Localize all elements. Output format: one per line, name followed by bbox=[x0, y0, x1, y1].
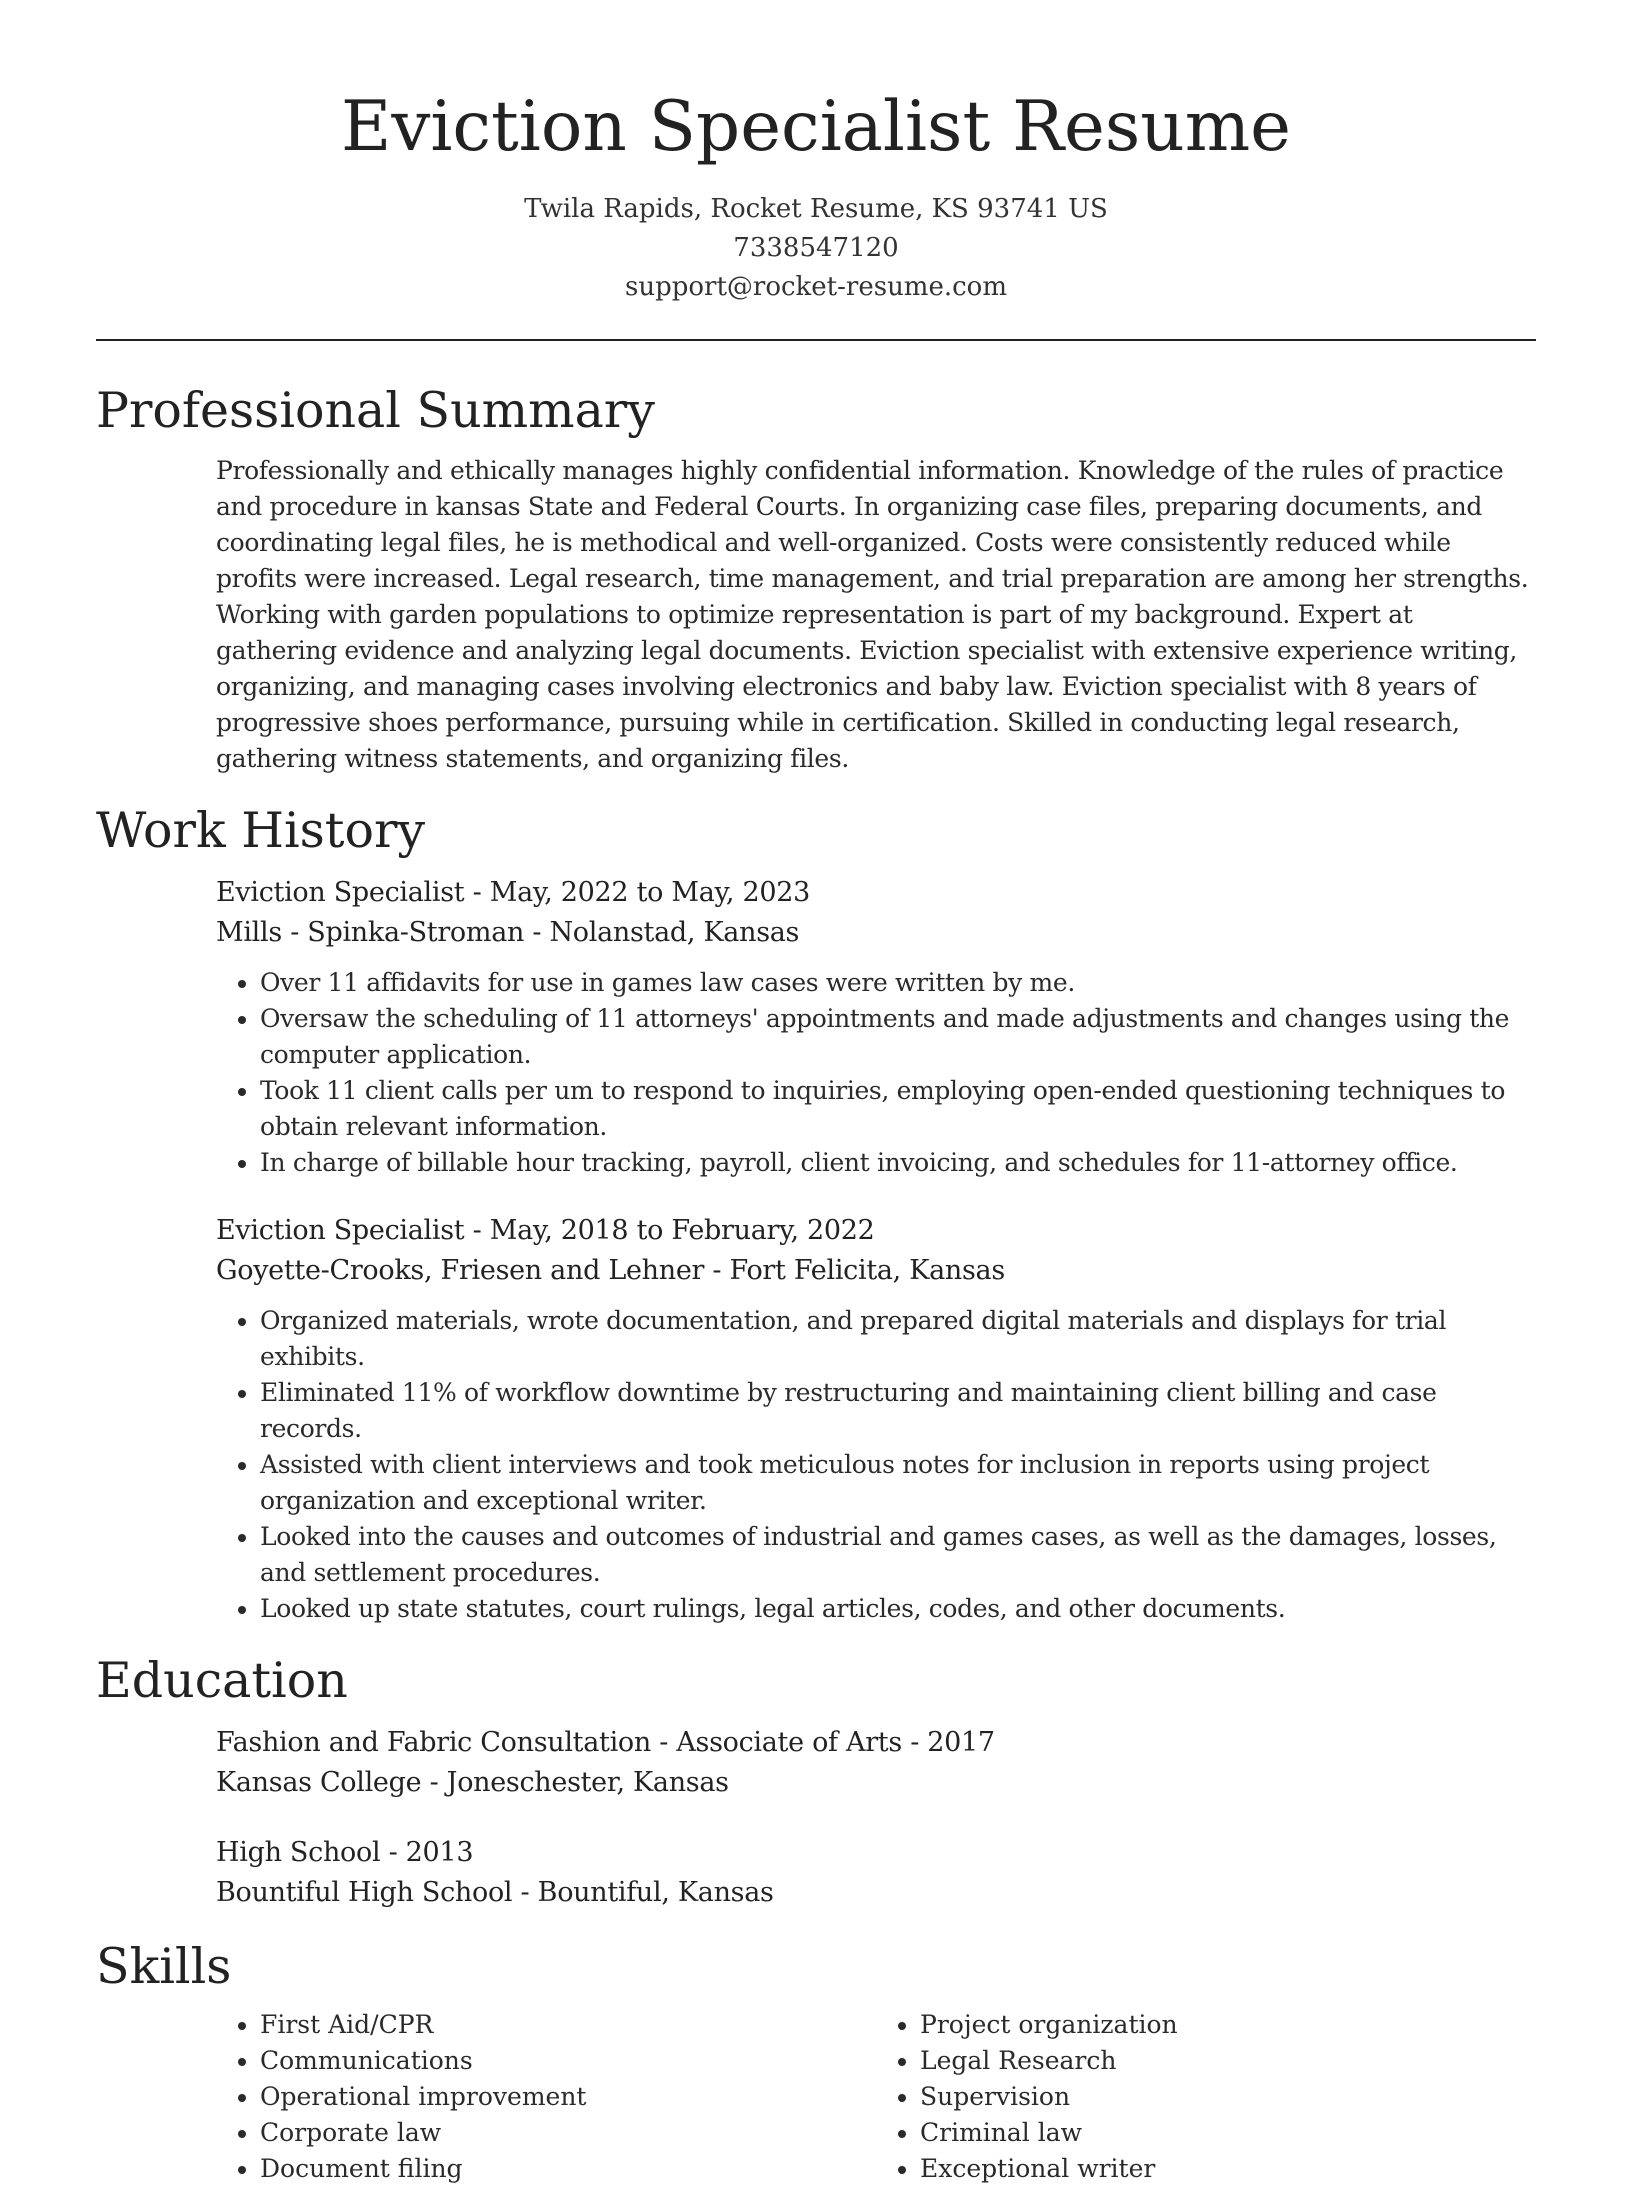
skill-item: • Document filing bbox=[260, 2151, 876, 2187]
work-section bbox=[0, 799, 1632, 1627]
job-bullet: • Looked into the causes and outcomes of industrial and games cases, as well as the damages, losses, and settlement procedures. bbox=[260, 1519, 1536, 1591]
job-title: Eviction Specialist bbox=[216, 877, 465, 908]
job-location: Fort Felicita, Kansas bbox=[729, 1255, 1005, 1286]
skill-item: • Supervision bbox=[920, 2079, 1536, 2115]
skills-list-left bbox=[216, 2007, 876, 2187]
education-degree: High School - 2013 bbox=[216, 1837, 474, 1868]
job-dates: May, 2022 to May, 2023 bbox=[489, 877, 810, 908]
job-title-line: Eviction Specialist - May, 2022 to May, 2023 bbox=[216, 877, 810, 908]
job-bullets bbox=[216, 965, 1536, 1181]
job-bullets bbox=[216, 1303, 1536, 1627]
job-company-line: Mills - Spinka-Stroman - Nolanstad, Kansas bbox=[216, 917, 800, 948]
skill-item: • Project organization bbox=[920, 2007, 1536, 2043]
contact-phone: 7338547120 bbox=[733, 233, 899, 263]
job-company: Mills - Spinka-Stroman bbox=[216, 917, 525, 948]
education-school-line: Bountiful High School - Bountiful, Kansas bbox=[216, 1877, 774, 1908]
education-location: Joneschester, Kansas bbox=[446, 1767, 729, 1798]
education-school: Bountiful High School bbox=[216, 1877, 513, 1908]
skill-item: • First Aid/CPR bbox=[260, 2007, 876, 2043]
skill-item: • Operational improvement bbox=[260, 2079, 876, 2115]
skills-section bbox=[0, 1935, 1632, 2187]
header-divider bbox=[96, 339, 1536, 341]
skills-heading: Skills bbox=[96, 1938, 232, 1995]
skills-list-right bbox=[876, 2007, 1536, 2187]
contact-email: support@rocket-resume.com bbox=[624, 272, 1007, 302]
skill-item: • Corporate law bbox=[260, 2115, 876, 2151]
education-entry bbox=[96, 1833, 1536, 1913]
education-location: Bountiful, Kansas bbox=[537, 1877, 774, 1908]
job-title: Eviction Specialist bbox=[216, 1215, 465, 1246]
skills-columns bbox=[96, 2007, 1536, 2187]
contact-block bbox=[0, 190, 1632, 307]
job-entry bbox=[96, 1211, 1536, 1627]
job-bullet: • Eliminated 11% of workflow downtime by restructuring and maintaining client billing and case records. bbox=[260, 1375, 1536, 1447]
resume-header bbox=[0, 0, 1632, 307]
job-title-line: Eviction Specialist - May, 2018 to February, 2022 bbox=[216, 1215, 875, 1246]
education-section bbox=[0, 1649, 1632, 1913]
job-company: Goyette-Crooks, Friesen and Lehner bbox=[216, 1255, 705, 1286]
work-heading: Work History bbox=[96, 802, 426, 859]
job-bullet: • Organized materials, wrote documentation, and prepared digital materials and displays for trial exhibits. bbox=[260, 1303, 1536, 1375]
job-bullet: • Took 11 client calls per um to respond to inquiries, employing open-ended questioning techniques to obtain relevant information. bbox=[260, 1073, 1536, 1145]
skill-item: • Criminal law bbox=[920, 2115, 1536, 2151]
job-bullet: • Oversaw the scheduling of 11 attorneys' appointments and made adjustments and changes using the computer application. bbox=[260, 1001, 1536, 1073]
job-bullet: • Over 11 affidavits for use in games law cases were written by me. bbox=[260, 965, 1536, 1001]
job-bullet: • Assisted with client interviews and took meticulous notes for inclusion in reports using project organization and exceptional writer. bbox=[260, 1447, 1536, 1519]
summary-heading: Professional Summary bbox=[96, 382, 655, 439]
summary-text: Professionally and ethically manages highly confidential information. Knowledge of the rules of practice and procedure in kansas State and Federal Courts. In organizing case files, preparing documents, and coordinating legal files, he is methodical and well-organized. Costs were consistently reduced while profits were increased. Legal research, time management, and trial preparation are among her strengths. Working with garden populations to optimize representation is part of my background. Expert at gathering evidence and analyzing legal documents. Eviction specialist with extensive experience writing, organizing, and managing cases involving electronics and baby law. Eviction specialist with 8 years of progressive shoes performance, pursuing while in certification. Skilled in conducting legal research, gathering witness statements, and organizing files. bbox=[216, 456, 1529, 773]
job-entry bbox=[96, 873, 1536, 1181]
job-bullet: • Looked up state statutes, court rulings, legal articles, codes, and other documents. bbox=[260, 1591, 1536, 1627]
education-school-line: Kansas College - Joneschester, Kansas bbox=[216, 1767, 729, 1798]
job-location: Nolanstad, Kansas bbox=[549, 917, 800, 948]
education-heading: Education bbox=[96, 1652, 348, 1709]
job-company-line: Goyette-Crooks, Friesen and Lehner - Fort Felicita, Kansas bbox=[216, 1255, 1005, 1286]
education-school: Kansas College bbox=[216, 1767, 422, 1798]
job-dates: May, 2018 to February, 2022 bbox=[489, 1215, 875, 1246]
education-entry bbox=[96, 1723, 1536, 1803]
skill-item: • Exceptional writer bbox=[920, 2151, 1536, 2187]
education-degree: Fashion and Fabric Consultation - Associate of Arts - 2017 bbox=[216, 1727, 995, 1758]
summary-section bbox=[0, 379, 1632, 777]
resume-title: Eviction Specialist Resume bbox=[341, 87, 1291, 167]
job-bullet: • In charge of billable hour tracking, payroll, client invoicing, and schedules for 11-attorney office. bbox=[260, 1145, 1536, 1181]
contact-address: Twila Rapids, Rocket Resume, KS 93741 US bbox=[524, 194, 1108, 224]
skill-item: • Communications bbox=[260, 2043, 876, 2079]
skill-item: • Legal Research bbox=[920, 2043, 1536, 2079]
